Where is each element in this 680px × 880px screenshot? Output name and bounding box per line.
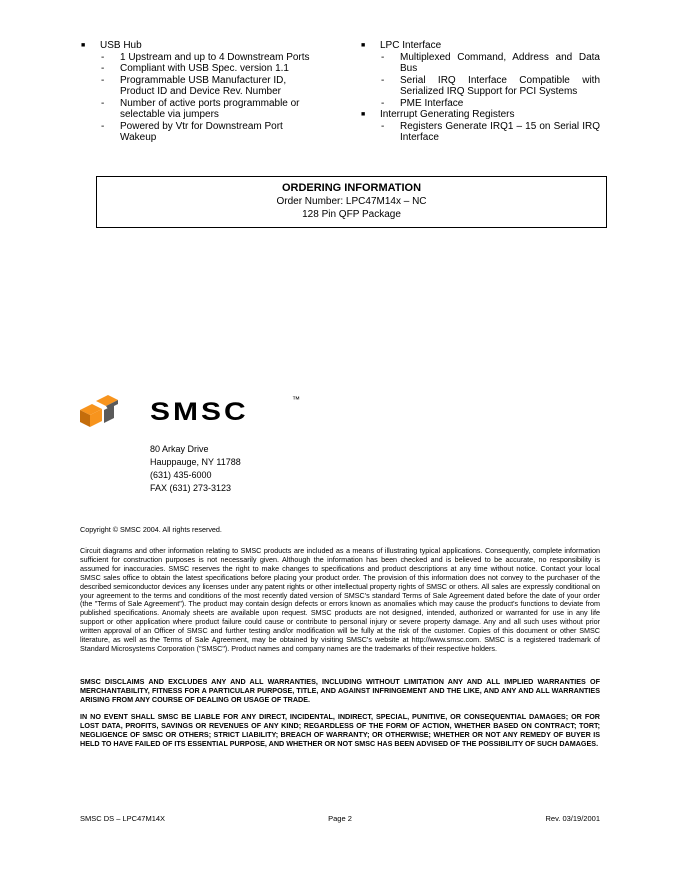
- dash-icon: -: [101, 120, 105, 132]
- usb-hub-bullet: [80, 40, 320, 52]
- dash-icon: -: [381, 97, 385, 109]
- address-street: 80 Arkay Drive: [150, 444, 209, 454]
- features-right-column: [360, 40, 600, 144]
- lpc-interface-bullet: [360, 40, 600, 52]
- usb-hub-item: [80, 121, 320, 144]
- lpc-item-text: Multiplexed Command, Address and Data Bus: [400, 51, 600, 74]
- dash-icon: -: [381, 74, 385, 86]
- address-city: Hauppauge, NY 11788: [150, 457, 241, 467]
- usb-hub-item-text: Powered by Vtr for Downstream Port Wakeup: [120, 120, 283, 143]
- ordering-title: ORDERING INFORMATION: [281, 182, 422, 194]
- smsc-wordmark: SMSC: [150, 397, 249, 426]
- dash-icon: -: [101, 74, 105, 86]
- irq-item: [360, 121, 600, 144]
- irq-item-text: Registers Generate IRQ1 – 15 on Serial IRQ Interface: [400, 120, 600, 143]
- order-number: Order Number: LPC47M14x – NC: [276, 196, 427, 207]
- lpc-item: [360, 98, 600, 110]
- usb-hub-item-text: Programmable USB Manufacturer ID, Product ID and Device Rev. Number: [120, 74, 287, 97]
- usb-hub-item: [80, 75, 320, 98]
- irq-registers-heading: Interrupt Generating Registers: [380, 109, 515, 120]
- usb-hub-item-text: 1 Upstream and up to 4 Downstream Ports: [120, 51, 310, 63]
- square-bullet-icon: ■: [361, 111, 366, 118]
- copyright-notice: Copyright © SMSC 2004. All rights reserved.: [80, 525, 222, 534]
- liability-disclaimer-paragraph: IN NO EVENT SHALL SMSC BE LIABLE FOR ANY DIRECT, INCIDENTAL, INDIRECT, SPECIAL, PUNITIVE, OR CONSEQUENTIAL DAMAGES; OR FOR LOST DATA, PROFITS, SAVINGS OR REVENUES OF ANY KIND; REGARDLESS OF THE FORM OF ACTION, WHETHER BASED ON CONTRACT; TORT; NEGLIGENCE OF SMSC OR OTHERS; STRICT LIABILITY; BREACH OF WARRANTY; OR OTHERWISE; WHETHER OR NOT ANY REMEDY OF BUYER IS HELD TO HAVE FAILED OF ITS ESSENTIAL PURPOSE, AND WHETHER OR NOT SMSC HAS BEEN ADVISED OF THE POSSIBILITY OF SUCH DAMAGES.: [80, 712, 600, 748]
- address-fax: FAX (631) 273-3123: [150, 483, 232, 493]
- address-phone: (631) 435-6000: [150, 470, 212, 480]
- lpc-item: [360, 52, 600, 75]
- usb-hub-item: [80, 98, 320, 121]
- footer-page-number: Page 2: [328, 814, 352, 823]
- footer-revision: Rev. 03/19/2001: [545, 814, 600, 823]
- lpc-interface-heading: LPC Interface: [380, 40, 442, 51]
- dash-icon: -: [101, 63, 105, 74]
- smsc-emblem-icon: [80, 395, 118, 427]
- smsc-logo: [80, 388, 320, 430]
- company-address: [150, 443, 241, 495]
- dash-icon: -: [381, 51, 385, 63]
- dash-icon: -: [381, 120, 385, 132]
- usb-hub-item: [80, 52, 320, 64]
- dash-icon: -: [101, 51, 105, 63]
- lpc-item-text: Serial IRQ Interface Compatible with Serialized IRQ Support for PCI Systems: [400, 74, 600, 97]
- irq-registers-bullet: [360, 109, 600, 121]
- ordering-information-box: [96, 176, 607, 228]
- legal-disclaimer-paragraph: Circuit diagrams and other information relating to SMSC products are included as a means of illustrating typical applications. Consequently, complete information sufficient for construction purposes is not necessarily given. Although the information has been checked and is believed to be accurate, no responsibility is assumed for inaccuracies. SMSC reserves the right to make changes to specifications and product descriptions at any time without notice. Contact your local SMSC sales office to obtain the latest specifications before placing your product order. The provision of this information does not convey to the purchaser of the described semiconductor devices any licenses under any patent rights or other intellectual property rights of SMSC or others. All sales are expressly conditional on your agreement to the terms and conditions of the most recently dated version of SMSC's standard Terms of Sale Agreement dated before the date of your order (the "Terms of Sale Agreement"). The product may contain design defects or errors known as anomalies which may cause the product's functions to deviate from published specifications. Anomaly sheets are available upon request. SMSC products are not designed, intended, authorized or warranted for use in any life support or other application where product failure could cause or contribute to personal injury or severe property damage. Any and all such uses without prior written approval of an Officer of SMSC and further testing and/or modification will be fully at the risk of the customer. Copies of this document or other SMSC literature, as well as the Terms of Sale Agreement, may be obtained by visiting SMSC's website at http://www.smsc.com. SMSC is a registered trademark of Standard Microsystems Corporation ("SMSC"). Product names and company names are the trademarks of their respective holders.: [80, 546, 600, 653]
- trademark-symbol: ™: [292, 395, 300, 404]
- lpc-item: [360, 75, 600, 98]
- features-left-column: [80, 40, 320, 144]
- usb-hub-heading: USB Hub: [100, 40, 142, 51]
- usb-hub-item-text: Number of active ports programmable or selectable via jumpers: [120, 97, 300, 120]
- warranty-disclaimer-paragraph: SMSC DISCLAIMS AND EXCLUDES ANY AND ALL WARRANTIES, INCLUDING WITHOUT LIMITATION ANY AND ALL IMPLIED WARRANTIES OF MERCHANTABILITY, FITNESS FOR A PARTICULAR PURPOSE, TITLE, AND AGAINST INFRINGEMENT AND THE LIKE, AND ANY AND ALL WARRANTIES ARISING FROM ANY COURSE OF DEALING OR USAGE OF TRADE.: [80, 677, 600, 704]
- square-bullet-icon: ■: [361, 42, 366, 49]
- square-bullet-icon: ■: [81, 42, 86, 49]
- dash-icon: -: [101, 97, 105, 109]
- package-type: 128 Pin QFP Package: [302, 209, 401, 220]
- footer-document-id: SMSC DS – LPC47M14X: [80, 814, 166, 823]
- lpc-item-text: PME Interface: [400, 97, 464, 109]
- usb-hub-item: [80, 63, 320, 75]
- usb-hub-item-text: Compliant with USB Spec. version 1.1: [120, 63, 289, 74]
